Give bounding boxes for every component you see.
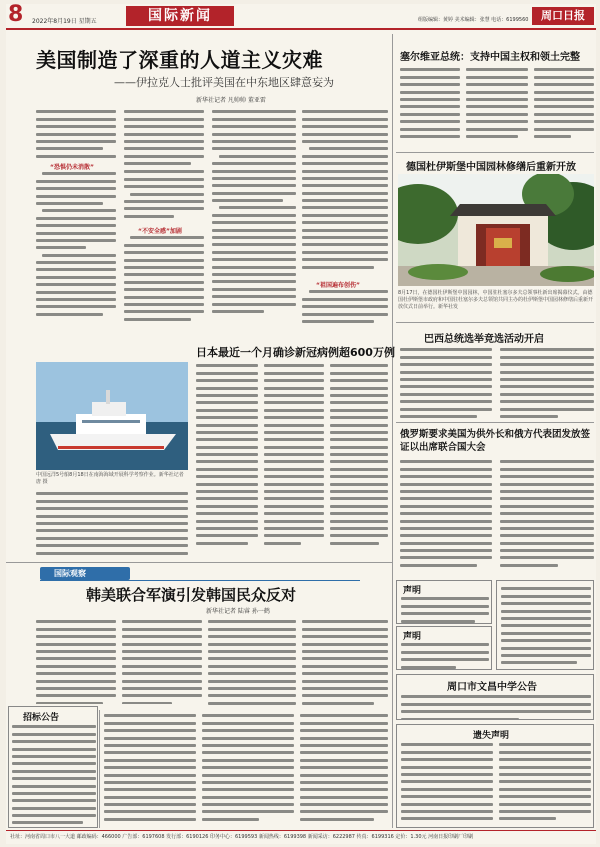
korea-text-5 bbox=[104, 710, 196, 826]
serbia-text-1 bbox=[400, 64, 460, 144]
page-footer: 社址：河南省周口市八一大道 邮政编码：466000 广告部：6197608 发行部：6190126 印务中心：6199593 新闻热线：6199398 新闻采访：6222987 传真：6199316 定价：1.30元 河南日报印刷厂印刷 bbox=[6, 830, 596, 844]
brazil-headline: 巴西总统选举竞选活动开启 bbox=[424, 334, 544, 345]
bidding-text bbox=[12, 721, 96, 825]
declaration-box-2 bbox=[396, 626, 492, 670]
serbia-text-3 bbox=[534, 64, 594, 144]
russia-text-2 bbox=[500, 456, 594, 576]
declaration-text-2 bbox=[401, 639, 489, 669]
section-divider bbox=[396, 152, 594, 153]
bidding-title: 招标公告 bbox=[23, 713, 60, 723]
korea-text-6 bbox=[202, 710, 294, 826]
masthead-logo: 周口日报 bbox=[532, 7, 594, 25]
column-rule bbox=[392, 34, 393, 828]
school-notice-title: 周口市文昌中学公告 bbox=[447, 682, 537, 693]
lead-byline: 新华社记者 凡帅帅 董亚雷 bbox=[196, 97, 266, 104]
bidding-notice bbox=[8, 706, 98, 828]
lead-text-col-1b bbox=[36, 168, 116, 328]
lead-text-col-2b bbox=[124, 166, 204, 224]
section-title: 国际新闻 bbox=[126, 6, 234, 26]
korea-text-2 bbox=[122, 616, 202, 704]
observe-rule bbox=[40, 580, 360, 581]
lead-text-col-1 bbox=[36, 106, 116, 158]
garden-photo-image bbox=[398, 174, 594, 286]
editor-credits: 组版编辑：黄婷 美术编辑：张慧 电话：6199560 bbox=[418, 17, 529, 23]
lead-text-col-2 bbox=[124, 106, 204, 166]
lead-subhead-3: “祖国遍布创伤” bbox=[316, 282, 360, 289]
lead-text-col-4b bbox=[302, 286, 388, 328]
notice-text-3 bbox=[501, 583, 591, 667]
covid-text-2 bbox=[264, 360, 324, 556]
declaration-text-1 bbox=[401, 593, 489, 623]
column-rule bbox=[99, 710, 100, 828]
serbia-headline: 塞尔维亚总统：支持中国主权和领土完整 bbox=[400, 52, 580, 63]
newspaper-page bbox=[6, 4, 596, 844]
page-header bbox=[6, 4, 596, 30]
declaration-box-1 bbox=[396, 580, 492, 624]
lost-notice-text-1 bbox=[401, 739, 493, 827]
ship-caption: 中国远洋5号船8月18日在南海海域开展科学考察作业。新华社记者 唐 摄 bbox=[36, 472, 184, 485]
declaration-title-1: 声明 bbox=[403, 586, 422, 596]
observe-tag: 国际观察 bbox=[40, 567, 130, 580]
serbia-text-2 bbox=[466, 64, 528, 144]
garden-caption: 8月17日，在德国杜伊斯堡中国园林，中国驻杜塞尔多夫总领事杜新出席揭幕仪式。由德国杜伊斯堡市政府和中国驻杜塞尔多夫总领馆共同主办的杜伊斯堡中国园林修缮后重新开放仪式日前举行。新华社发 bbox=[398, 290, 594, 310]
issue-date: 2022年8月19日 星期五 bbox=[32, 18, 97, 25]
page-number: 8 bbox=[8, 2, 24, 27]
covid-text-1 bbox=[196, 360, 258, 556]
lead-subhead-1: “恐惧仍未消散” bbox=[50, 164, 94, 171]
brazil-text-2 bbox=[500, 344, 594, 420]
lead-headline: 美国制造了深重的人道主义灾难 bbox=[36, 48, 323, 72]
lost-notice-title: 遗失声明 bbox=[473, 731, 510, 741]
covid-headline: 日本最近一个月确诊新冠病例超600万例 bbox=[196, 346, 395, 359]
ship-photo bbox=[36, 362, 188, 470]
korea-byline: 新华社记者 陆睿 孙一鹤 bbox=[206, 608, 270, 615]
lead-text-col-3 bbox=[212, 106, 296, 328]
russia-headline: 俄罗斯要求美国为供外长和俄方代表团发放签证以出席联合国大会 bbox=[400, 429, 591, 453]
lead-text-col-2c bbox=[124, 232, 204, 328]
ship-photo-image bbox=[36, 362, 188, 470]
garden-photo bbox=[398, 174, 594, 286]
section-divider bbox=[6, 562, 392, 563]
notice-box-3 bbox=[496, 580, 594, 670]
school-notice-text bbox=[401, 691, 591, 719]
lead-text-col-4 bbox=[302, 106, 388, 280]
declaration-title-2: 声明 bbox=[403, 632, 422, 642]
lost-notice bbox=[396, 724, 594, 828]
korea-text-1 bbox=[36, 616, 116, 704]
korea-text-3 bbox=[208, 616, 296, 706]
section-divider bbox=[396, 422, 594, 423]
brazil-text-1 bbox=[400, 344, 492, 420]
lead-subhead-2: “不安全感”加剧 bbox=[138, 228, 182, 235]
school-notice bbox=[396, 674, 594, 720]
lost-notice-text-2 bbox=[499, 739, 591, 827]
section-divider bbox=[396, 322, 594, 323]
garden-headline: 德国杜伊斯堡中国园林修缮后重新开放 bbox=[406, 162, 576, 173]
covid-text-0 bbox=[36, 488, 188, 556]
lead-subtitle: ——伊拉克人士批评美国在中东地区肆意妄为 bbox=[114, 76, 334, 89]
russia-text-1 bbox=[400, 456, 492, 576]
korea-text-4 bbox=[302, 616, 388, 706]
korea-text-7 bbox=[300, 710, 388, 826]
korea-headline: 韩美联合军演引发韩国民众反对 bbox=[86, 586, 297, 604]
covid-text-3 bbox=[330, 360, 388, 556]
